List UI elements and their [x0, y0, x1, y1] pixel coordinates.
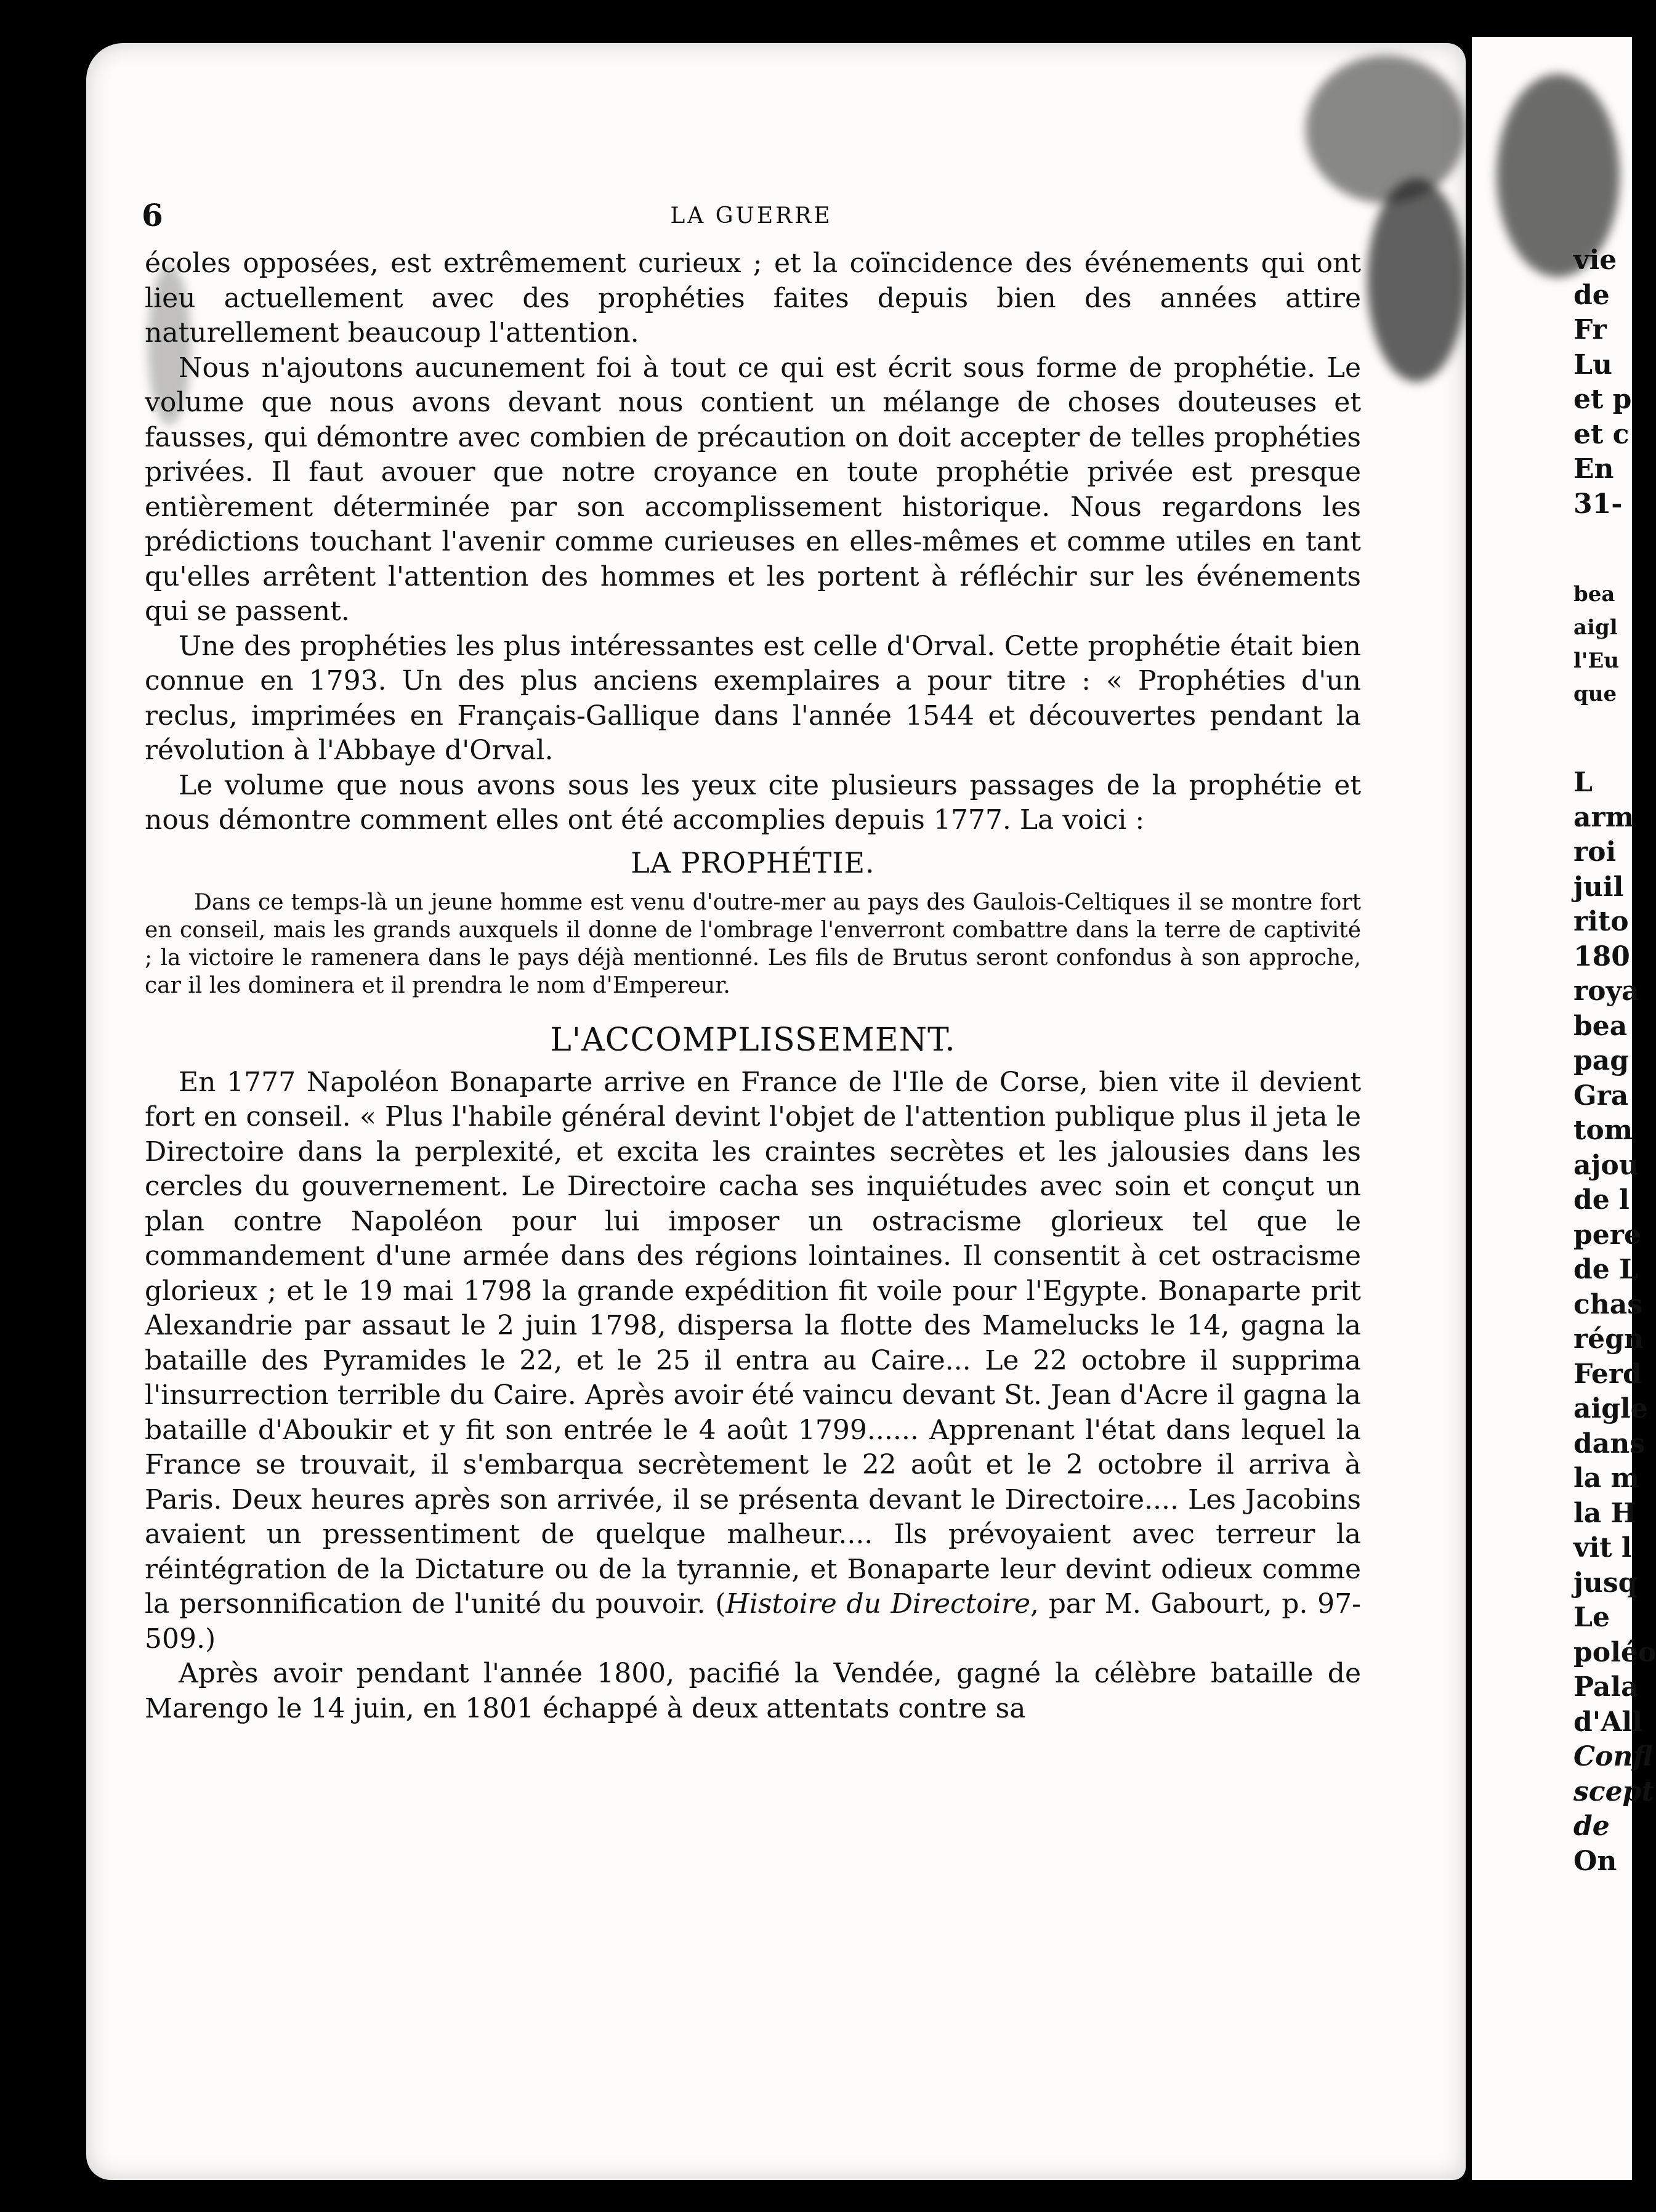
facing-line: tom	[1573, 1115, 1633, 1146]
paragraph: Le volume que nous avons sous les yeux cite plusieurs passages de la prophétie et nous démontre comment elles ont été accomplies depuis 1777. La voici :	[145, 769, 1361, 836]
page-body	[145, 246, 1361, 1726]
facing-line: rito	[1573, 906, 1629, 937]
facing-line: l'Eu	[1573, 648, 1619, 673]
facing-line: 31-	[1573, 488, 1623, 520]
section-title-prophecy: LA PROPHÉTIE.	[631, 846, 875, 879]
page-number: 6	[142, 197, 163, 233]
facing-line: bea	[1573, 1010, 1628, 1042]
paragraph: Après avoir pendant l'année 1800, pacifié la Vendée, gagné la célèbre bataille de Marengo le 14 juin, en 1801 échappé à deux attentats contre sa	[145, 1658, 1361, 1724]
facing-line: bea	[1573, 582, 1615, 607]
paragraph: Nous n'ajoutons aucunement foi à tout ce qui est écrit sous forme de prophétie. Le volume que nous avons devant nous contient un mélange de choses douteuses et fausses, qui démontre avec combien de précaution on doit accepter de telles prophéties privées. Il faut avouer que notre croyance en toute prophétie privée est presque entièrement déterminée par son accomplissement historique. Nous regardons les prédictions touchant l'avenir comme curieuses en elles-mêmes et comme utiles en tant qu'elles arrêtent l'attention des hommes et les portent à réfléchir sur les événements qui se passent.	[145, 352, 1361, 627]
facing-line: pag	[1573, 1045, 1630, 1076]
facing-line: Pala	[1573, 1671, 1639, 1703]
facing-line: Ferd	[1573, 1358, 1642, 1390]
water-stain	[1306, 55, 1466, 203]
facing-line: vit l	[1573, 1532, 1632, 1564]
facing-line: On	[1573, 1845, 1617, 1877]
facing-line: Gra	[1573, 1080, 1629, 1112]
facing-line: de l	[1573, 1184, 1630, 1216]
citation-title: Histoire du Directoire	[725, 1588, 1031, 1620]
facing-line: de	[1573, 1810, 1610, 1842]
facing-line: juil	[1573, 871, 1624, 903]
facing-line: Le	[1573, 1602, 1610, 1633]
facing-line: Confl	[1573, 1741, 1653, 1772]
prophecy-quote: Dans ce temps-là un jeune homme est venu d'outre-mer au pays des Gaulois-Celtiques il se montre fort en conseil, mais les grands auxquels il donne de l'ombrage l'enverront combattre dans la terre de captivité ; la victoire le ramenera dans le pays déjà mentionné. Les fils de Brutus seront confondus à son approche, car il les dominera et il prendra le nom d'Empereur.	[145, 890, 1361, 998]
facing-line: roi	[1573, 836, 1617, 868]
section-title-accomplishment: L'ACCOMPLISSEMENT.	[550, 1022, 956, 1059]
facing-page-column	[1573, 243, 1656, 1879]
facing-line: aigle	[1573, 1393, 1648, 1424]
water-stain	[1367, 179, 1466, 382]
facing-line: dans	[1573, 1427, 1646, 1459]
facing-line: d'All	[1573, 1706, 1642, 1738]
facing-line: arm	[1573, 801, 1634, 833]
paragraph	[145, 1065, 1361, 1657]
running-head: LA GUERRE	[670, 203, 833, 228]
facing-line: pere	[1573, 1219, 1641, 1251]
facing-line: En	[1573, 453, 1614, 485]
paragraph: Une des prophéties les plus intéressantes est celle d'Orval. Cette prophétie était bien connue en 1793. Un des plus anciens exemplaires a pour titre : « Prophéties d'un reclus, imprimées en Français-Gallique dans l'année 1544 et découvertes pendant la révolution à l'Abbaye d'Orval.	[145, 630, 1361, 766]
facing-line: aigl	[1573, 615, 1618, 640]
facing-line: régn	[1573, 1323, 1644, 1355]
paragraph: écoles opposées, est extrêmement curieux ; et la coïncidence des événements qui ont lieu actuellement avec des prophéties faites depuis bien des années attire naturellement beaucoup l'attention.	[145, 248, 1361, 349]
facing-line: jusq	[1573, 1567, 1638, 1599]
facing-line: de	[1573, 279, 1610, 311]
facing-line: L	[1573, 767, 1593, 798]
facing-line: roya	[1573, 975, 1639, 1007]
citation-rest: , par M. Gabourt, p. 97-509.)	[145, 1588, 1361, 1655]
facing-line: la m	[1573, 1463, 1640, 1494]
facing-line: poléo	[1573, 1636, 1656, 1668]
facing-line: Fr	[1573, 314, 1607, 345]
facing-line: scept	[1573, 1775, 1654, 1807]
facing-line: vie	[1573, 244, 1617, 276]
facing-line: chas	[1573, 1288, 1643, 1320]
facing-line: 180	[1573, 940, 1630, 972]
facing-line: de L	[1573, 1254, 1639, 1285]
citation-open: (	[705, 1588, 726, 1620]
facing-line: ajou	[1573, 1149, 1639, 1181]
facing-line: Lu	[1573, 349, 1612, 381]
paragraph-text: En 1777 Napoléon Bonaparte arrive en France de l'Ile de Corse, bien vite il devient fort en conseil. « Plus l'habile général devint l'objet de l'attention publique plus il jeta le Directoire dans la perplexité, et excita les craintes secrètes et les jalousies dans les cercles du gouvernement. Le Directoire cacha ses inquiétudes avec soin et conçut un plan contre Napoléon pour lui imposer un ostracisme glorieux tel que le commandement d'une armée dans des régions lointaines. Il consentit à cet ostracisme glorieux ; et le 19 mai 1798 la grande expédition fit voile pour l'Egypte. Bonaparte prit Alexandrie par assaut le 2 juin 1798, dispersa la flotte des Mamelucks le 14, gagna la bataille des Pyramides le 22, et le 25 il entra au Caire... Le 22 octobre il supprima l'insurrection terrible du Caire. Après avoir été vaincu devant St. Jean d'Acre il gagna la bataille d'Aboukir et y fit son entrée le 4 août 1799...... Apprenant l'état dans lequel la France se trouvait, il s'embarqua secrètement le 22 août et le 2 octobre il arriva à Paris. Deux heures après son arrivée, il se présenta devant le Directoire.... Les Jacobins avaient un pressentiment de quelque malheur.... Ils prévoyaient avec terreur la réintégration de la Dictature ou de la tyrannie, et Bonaparte leur devint odieux comme la personnification de l'unité du pouvoir.	[145, 1066, 1361, 1620]
facing-line: la H	[1573, 1497, 1637, 1529]
page-header	[142, 197, 1361, 234]
facing-line: que	[1573, 682, 1617, 706]
facing-line: et c	[1573, 418, 1630, 450]
facing-line: et p	[1573, 384, 1632, 415]
